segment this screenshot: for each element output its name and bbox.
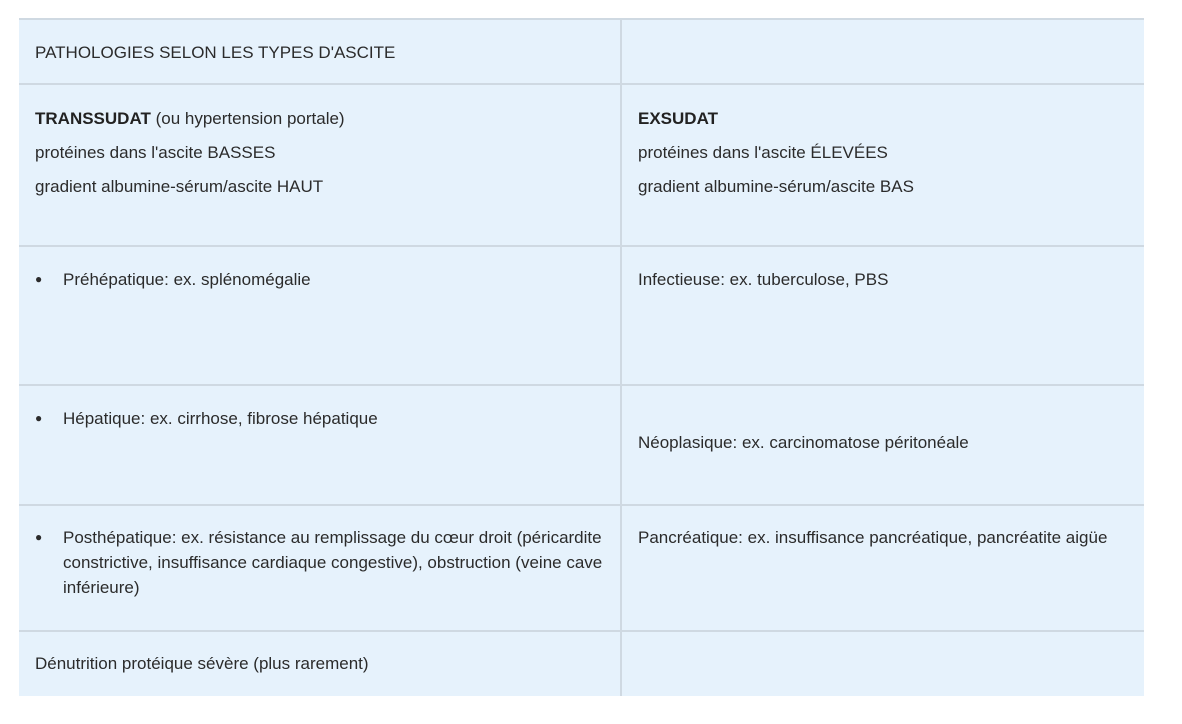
table-header-row xyxy=(19,19,1144,84)
exudate-cause-neoplastic: Néoplasique: ex. carcinomatose péritonéale xyxy=(621,385,1144,505)
cause-malnutrition: Dénutrition protéique sévère (plus rarement) xyxy=(19,631,621,696)
exudate-title xyxy=(638,102,1128,136)
table-title-empty-cell xyxy=(621,19,1144,84)
bullet-icon: ● xyxy=(35,530,43,544)
ascites-types-row xyxy=(19,84,1144,246)
transudate-cause-cell xyxy=(19,246,621,385)
transudate-label: TRANSSUDAT xyxy=(35,109,151,128)
transudate-cause-cell xyxy=(19,505,621,631)
bullet-icon: ● xyxy=(35,411,43,425)
cause-prehepatic: Préhépatique: ex. splénomégalie xyxy=(63,270,311,289)
exudate-cause-pancreatic: Pancréatique: ex. insuffisance pancréatique, pancréatite aigüe xyxy=(621,505,1144,631)
empty-cell xyxy=(621,631,1144,696)
table-title-cell: PATHOLOGIES SELON LES TYPES D'ASCITE xyxy=(19,19,621,84)
list-item xyxy=(35,267,604,292)
cause-posthepatic: Posthépatique: ex. résistance au remplissage du cœur droit (péricardite constrictive, insuffisance cardiaque congestive), obstruction (veine cave inférieure) xyxy=(63,528,603,597)
exudate-label: EXSUDAT xyxy=(638,109,718,128)
list-item xyxy=(35,525,604,600)
table-row xyxy=(19,385,1144,505)
table-row xyxy=(19,505,1144,631)
bullet-icon: ● xyxy=(35,272,43,286)
list-item xyxy=(35,406,604,431)
transudate-title xyxy=(35,102,604,136)
transudate-proteins: protéines dans l'ascite BASSES xyxy=(35,143,276,162)
ascites-pathology-table xyxy=(19,18,1144,696)
exudate-proteins: protéines dans l'ascite ÉLEVÉES xyxy=(638,143,888,162)
table-row xyxy=(19,631,1144,696)
transudate-cell xyxy=(19,84,621,246)
exudate-cause-infectious: Infectieuse: ex. tuberculose, PBS xyxy=(621,246,1144,385)
transudate-gradient: gradient albumine-sérum/ascite HAUT xyxy=(35,177,324,196)
cause-hepatic: Hépatique: ex. cirrhose, fibrose hépatique xyxy=(63,409,378,428)
transudate-cause-cell xyxy=(19,385,621,505)
exudate-gradient: gradient albumine-sérum/ascite BAS xyxy=(638,177,914,196)
exudate-cell xyxy=(621,84,1144,246)
table-row xyxy=(19,246,1144,385)
ascites-table-container xyxy=(19,18,1144,696)
transudate-subtitle: (ou hypertension portale) xyxy=(150,109,345,128)
